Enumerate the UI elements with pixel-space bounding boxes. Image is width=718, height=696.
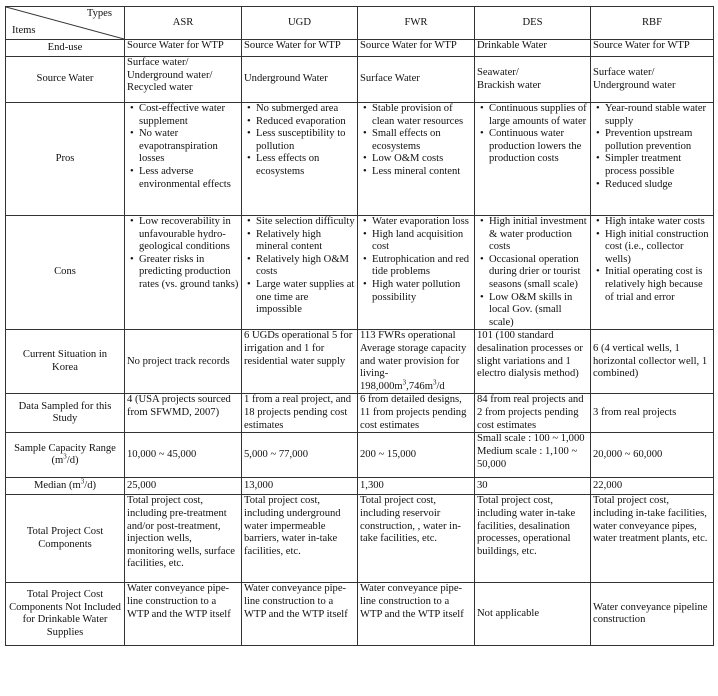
row-label-pros: Pros (6, 103, 125, 216)
cell-median-rbf: 22,000 (591, 478, 714, 495)
cell-source-water-fwr (358, 57, 475, 103)
list-item: • Prevention upstream pollution prevention (593, 128, 711, 153)
cell-not-included-rbf: Water conveyance pipeline construction (591, 583, 714, 646)
header-row (6, 7, 714, 40)
cell-total-cost-ugd: Total project cost, including underground water impermeable barriers, water in-take facilities, etc. (242, 495, 358, 583)
cell-capacity-fwr: 200 ~ 15,000 (358, 433, 475, 478)
list-item: • Relatively high mineral content (244, 229, 355, 254)
cell-end-use-fwr: Source Water for WTP (358, 40, 475, 57)
list-item: • Low O&M skills in local Gov. (small scale) (477, 292, 588, 330)
cell-data-sampled-rbf: 3 from real projects (591, 394, 714, 433)
text-run: /d) (84, 480, 97, 492)
cell-cons-des (475, 216, 591, 330)
text-run: (m (51, 455, 64, 467)
corner-header-cell (6, 7, 125, 40)
text-run: ,746m (406, 380, 433, 392)
list-item: • High initial construction cost (i.e., collector wells) (593, 229, 711, 267)
list-item: • Stable provision of clean water resources (360, 103, 472, 128)
cell-not-included-fwr: Water conveyance pipe-line construction to a WTP and the WTP itself (358, 583, 475, 646)
types-label: Types (86, 8, 112, 19)
text-run: 113 FWRs operational Average storage capacity and water provision for living- 198,000m (360, 330, 467, 392)
row-capacity-range (6, 433, 714, 478)
text-run: /d (436, 380, 445, 392)
cell-total-cost-des: Total project cost, including water in-take facilities, desalination processes, operational buildings, etc. (475, 495, 591, 583)
cell-capacity-rbf: 20,000 ~ 60,000 (591, 433, 714, 478)
cell-capacity-ugd: 5,000 ~ 77,000 (242, 433, 358, 478)
cell-pros-ugd (242, 103, 358, 216)
superscript: 3 (402, 378, 407, 387)
text-line: Surface water/ (593, 66, 655, 78)
cell-cons-fwr (358, 216, 475, 330)
superscript: 3 (432, 378, 437, 387)
cell-total-cost-fwr: Total project cost, including reservoir construction, , water in-take facilities, etc. (358, 495, 475, 583)
list-item: • Relatively high O&M costs (244, 254, 355, 279)
row-data-sampled (6, 394, 714, 433)
cell-pros-fwr (358, 103, 475, 216)
text-line: Underground water (593, 79, 676, 91)
list-item: • Less adverse environmental effects (127, 166, 239, 191)
row-total-cost (6, 495, 714, 583)
cell-not-included-des: Not applicable (475, 583, 591, 646)
cell-median-asr: 25,000 (125, 478, 242, 495)
list-item: • High land acquisition cost (360, 229, 472, 254)
row-label-not-included: Total Project Cost Components Not Included for Drinkable Water Supplies (6, 583, 125, 646)
row-label-current-situation: Current Situation in Korea (6, 330, 125, 394)
list-item: • Reduced sludge (593, 179, 711, 192)
text-line: Underground water/ (127, 69, 213, 81)
list-item: • Eutrophication and red tide problems (360, 254, 472, 279)
text-line: Medium scale : 1,100 ~ 50,000 (477, 445, 578, 470)
cell-median-des: 30 (475, 478, 591, 495)
list-item: • High water pollution possibility (360, 279, 472, 304)
cell-end-use-des: Drinkable Water (475, 40, 591, 57)
text-line: Seawater/ (477, 66, 519, 78)
cell-median-fwr: 1,300 (358, 478, 475, 495)
list-item: • Continuous supplies of large amounts of water (477, 103, 588, 128)
list-item: • Less effects on ecosystems (244, 153, 355, 178)
cell-end-use-rbf: Source Water for WTP (591, 40, 714, 57)
row-current-situation (6, 330, 714, 394)
text-run: Median (m (33, 480, 81, 492)
text-run: Sample Capacity Range (14, 442, 116, 454)
superscript: 3 (63, 452, 67, 461)
row-pros (6, 103, 714, 216)
list-item: • Continuous water production lowers the production costs (477, 128, 588, 166)
cell-capacity-asr: 10,000 ~ 45,000 (125, 433, 242, 478)
text-line: Surface Water (360, 73, 420, 85)
cell-median-ugd: 13,000 (242, 478, 358, 495)
list-item: • Simpler treatment process possible (593, 153, 711, 178)
cell-current-asr: No project track records (125, 330, 242, 394)
cell-cons-asr (125, 216, 242, 330)
column-header-fwr: FWR (358, 7, 475, 40)
cell-pros-asr (125, 103, 242, 216)
comparison-table (5, 6, 714, 646)
list-item: • High intake water costs (593, 216, 711, 229)
list-item: • No water evapotranspiration losses (127, 128, 239, 166)
list-item: • Low O&M costs (360, 153, 472, 166)
list-item: • Initial operating cost is relatively high because of trial and error (593, 266, 711, 304)
list-item: • Site selection difficulty (244, 216, 355, 229)
cell-pros-des (475, 103, 591, 216)
column-header-ugd: UGD (242, 7, 358, 40)
text-line: Recycled water (127, 82, 193, 94)
row-source-water (6, 57, 714, 103)
row-label-capacity-range (6, 433, 125, 478)
row-label-median (6, 478, 125, 495)
column-header-des: DES (475, 7, 591, 40)
cell-source-water-asr (125, 57, 242, 103)
row-median (6, 478, 714, 495)
cell-source-water-ugd (242, 57, 358, 103)
row-label-end-use: End-use (6, 40, 125, 57)
cell-current-ugd: 6 UGDs operational 5 for irrigation and 1 for residential water supply (242, 330, 358, 394)
row-end-use (6, 40, 714, 57)
column-header-rbf: RBF (591, 7, 714, 40)
list-item: • Less mineral content (360, 166, 472, 179)
row-label-total-cost: Total Project Cost Components (6, 495, 125, 583)
list-item: • Year-round stable water supply (593, 103, 711, 128)
list-item: • Water evaporation loss (360, 216, 472, 229)
cell-total-cost-asr: Total project cost, including pre-treatment and/or post-treatment, injection wells, monitoring wells, surface facilities, etc. (125, 495, 242, 583)
cell-cons-rbf (591, 216, 714, 330)
cell-end-use-ugd: Source Water for WTP (242, 40, 358, 57)
row-label-data-sampled: Data Sampled for this Study (6, 394, 125, 433)
text-line: Small scale : 100 ~ 1,000 (477, 433, 585, 445)
cell-data-sampled-fwr: 6 from detailed designs, 11 from projects pending cost estimates (358, 394, 475, 433)
list-item: • Large water supplies at one time are impossible (244, 279, 355, 317)
cell-source-water-rbf (591, 57, 714, 103)
list-item: • Small effects on ecosystems (360, 128, 472, 153)
cell-cons-ugd (242, 216, 358, 330)
list-item: • Reduced evaporation (244, 116, 355, 129)
row-cons (6, 216, 714, 330)
text-line: Brackish water (477, 79, 541, 91)
text-line: Underground Water (244, 73, 328, 85)
text-line: Surface water/ (127, 57, 189, 68)
list-item: • Cost-effective water supplement (127, 103, 239, 128)
column-header-asr: ASR (125, 7, 242, 40)
list-item: • Low recoverability in unfavourable hydro-geological conditions (127, 216, 239, 254)
list-item: • Occasional operation during drier or tourist seasons (small scale) (477, 254, 588, 292)
cell-not-included-ugd: Water conveyance pipe-line construction to a WTP and the WTP itself (242, 583, 358, 646)
cell-current-fwr (358, 330, 475, 394)
row-label-source-water: Source Water (6, 57, 125, 103)
row-label-cons: Cons (6, 216, 125, 330)
cell-not-included-asr: Water conveyance pipe-line construction to a WTP and the WTP itself (125, 583, 242, 646)
cell-data-sampled-asr: 4 (USA projects sourced from SFWMD, 2007) (125, 394, 242, 433)
cell-source-water-des (475, 57, 591, 103)
items-label: Items (12, 25, 36, 37)
cell-end-use-asr: Source Water for WTP (125, 40, 242, 57)
list-item: • High initial investment & water production costs (477, 216, 588, 254)
cell-data-sampled-des: 84 from real projects and 2 from projects pending cost estimates (475, 394, 591, 433)
cell-current-des: 101 (100 standard desalination processes or slight variations and 1 electro dialysis method) (475, 330, 591, 394)
row-not-included (6, 583, 714, 646)
list-item: • No submerged area (244, 103, 355, 116)
list-item: • Greater risks in predicting production rates (vs. ground tanks) (127, 254, 239, 292)
superscript: 3 (80, 477, 85, 486)
cell-pros-rbf (591, 103, 714, 216)
cell-current-rbf: 6 (4 vertical wells, 1 horizontal collector well, 1 combined) (591, 330, 714, 394)
text-run: /d) (66, 455, 79, 467)
list-item: • Less susceptibility to pollution (244, 128, 355, 153)
cell-total-cost-rbf: Total project cost, including in-take facilities, water conveyance pipes, water treatment plants, etc. (591, 495, 714, 583)
cell-data-sampled-ugd: 1 from a real project, and 18 projects pending cost estimates (242, 394, 358, 433)
cell-capacity-des (475, 433, 591, 478)
